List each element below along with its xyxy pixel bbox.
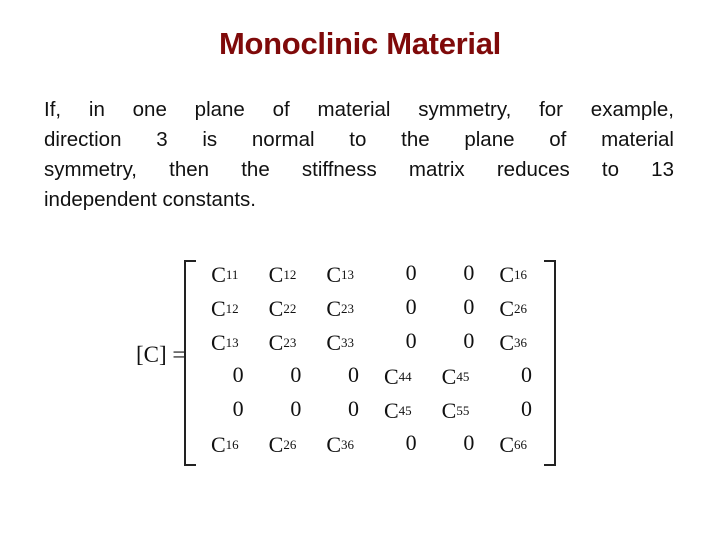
matrix-cell: 0	[348, 396, 359, 421]
matrix-cell: 0	[232, 396, 244, 421]
slide-title: Monoclinic Material	[219, 26, 501, 61]
left-bracket	[184, 260, 196, 466]
matrix-cell: C 36	[326, 432, 354, 457]
matrix-cell: C 13	[326, 262, 354, 287]
matrix-cell: C 44	[383, 364, 412, 389]
matrix-cell: 0	[290, 396, 302, 421]
matrix-cell: C 26	[268, 432, 297, 457]
matrix-cell: C 12	[210, 296, 239, 321]
matrix-cell: C 16	[499, 262, 527, 287]
stiffness-matrix-equation	[136, 256, 566, 466]
stiffness-matrix	[196, 258, 542, 462]
matrix-cell: C 13	[210, 330, 239, 355]
matrix-cell: 0	[463, 294, 475, 319]
matrix-lhs: [C] =	[136, 342, 186, 367]
matrix-cell: 0	[232, 362, 244, 387]
matrix-cell: C 33	[326, 330, 354, 355]
matrix-cell: C 11	[211, 262, 239, 287]
matrix-cell: C 45	[383, 398, 412, 423]
matrix-cell: 0	[405, 260, 417, 285]
matrix-cell: 0	[463, 328, 475, 353]
matrix-cell: C 45	[441, 364, 470, 389]
matrix-cell: C 16	[210, 432, 239, 457]
right-bracket	[544, 260, 556, 466]
matrix-cell: 0	[405, 294, 417, 319]
description-paragraph	[44, 95, 674, 215]
paragraph-line: symmetry, then the stiffness matrix reduces to 13	[44, 158, 674, 181]
matrix-cell: C 55	[441, 398, 470, 423]
paragraph-line: direction 3 is normal to the plane of material	[44, 128, 674, 151]
matrix-cell: C 36	[499, 330, 527, 355]
matrix-cell: 0	[405, 328, 417, 353]
matrix-cell: 0	[348, 362, 359, 387]
paragraph-line: independent constants.	[44, 188, 256, 211]
matrix-cell: C 23	[326, 296, 354, 321]
matrix-cell: 0	[405, 430, 417, 455]
matrix-cell: C 66	[499, 432, 527, 457]
matrix-cell: 0	[463, 260, 475, 285]
matrix-cell: 0	[521, 396, 532, 421]
paragraph-line: If, in one plane of material symmetry, for example,	[44, 98, 674, 121]
matrix-cell: C 26	[499, 296, 527, 321]
matrix-cell: C 23	[268, 330, 297, 355]
matrix-cell: 0	[290, 362, 302, 387]
matrix-cell: C 12	[268, 262, 297, 287]
matrix-cell: C 22	[268, 296, 297, 321]
matrix-cell: 0	[463, 430, 475, 455]
matrix-cell: 0	[521, 362, 532, 387]
